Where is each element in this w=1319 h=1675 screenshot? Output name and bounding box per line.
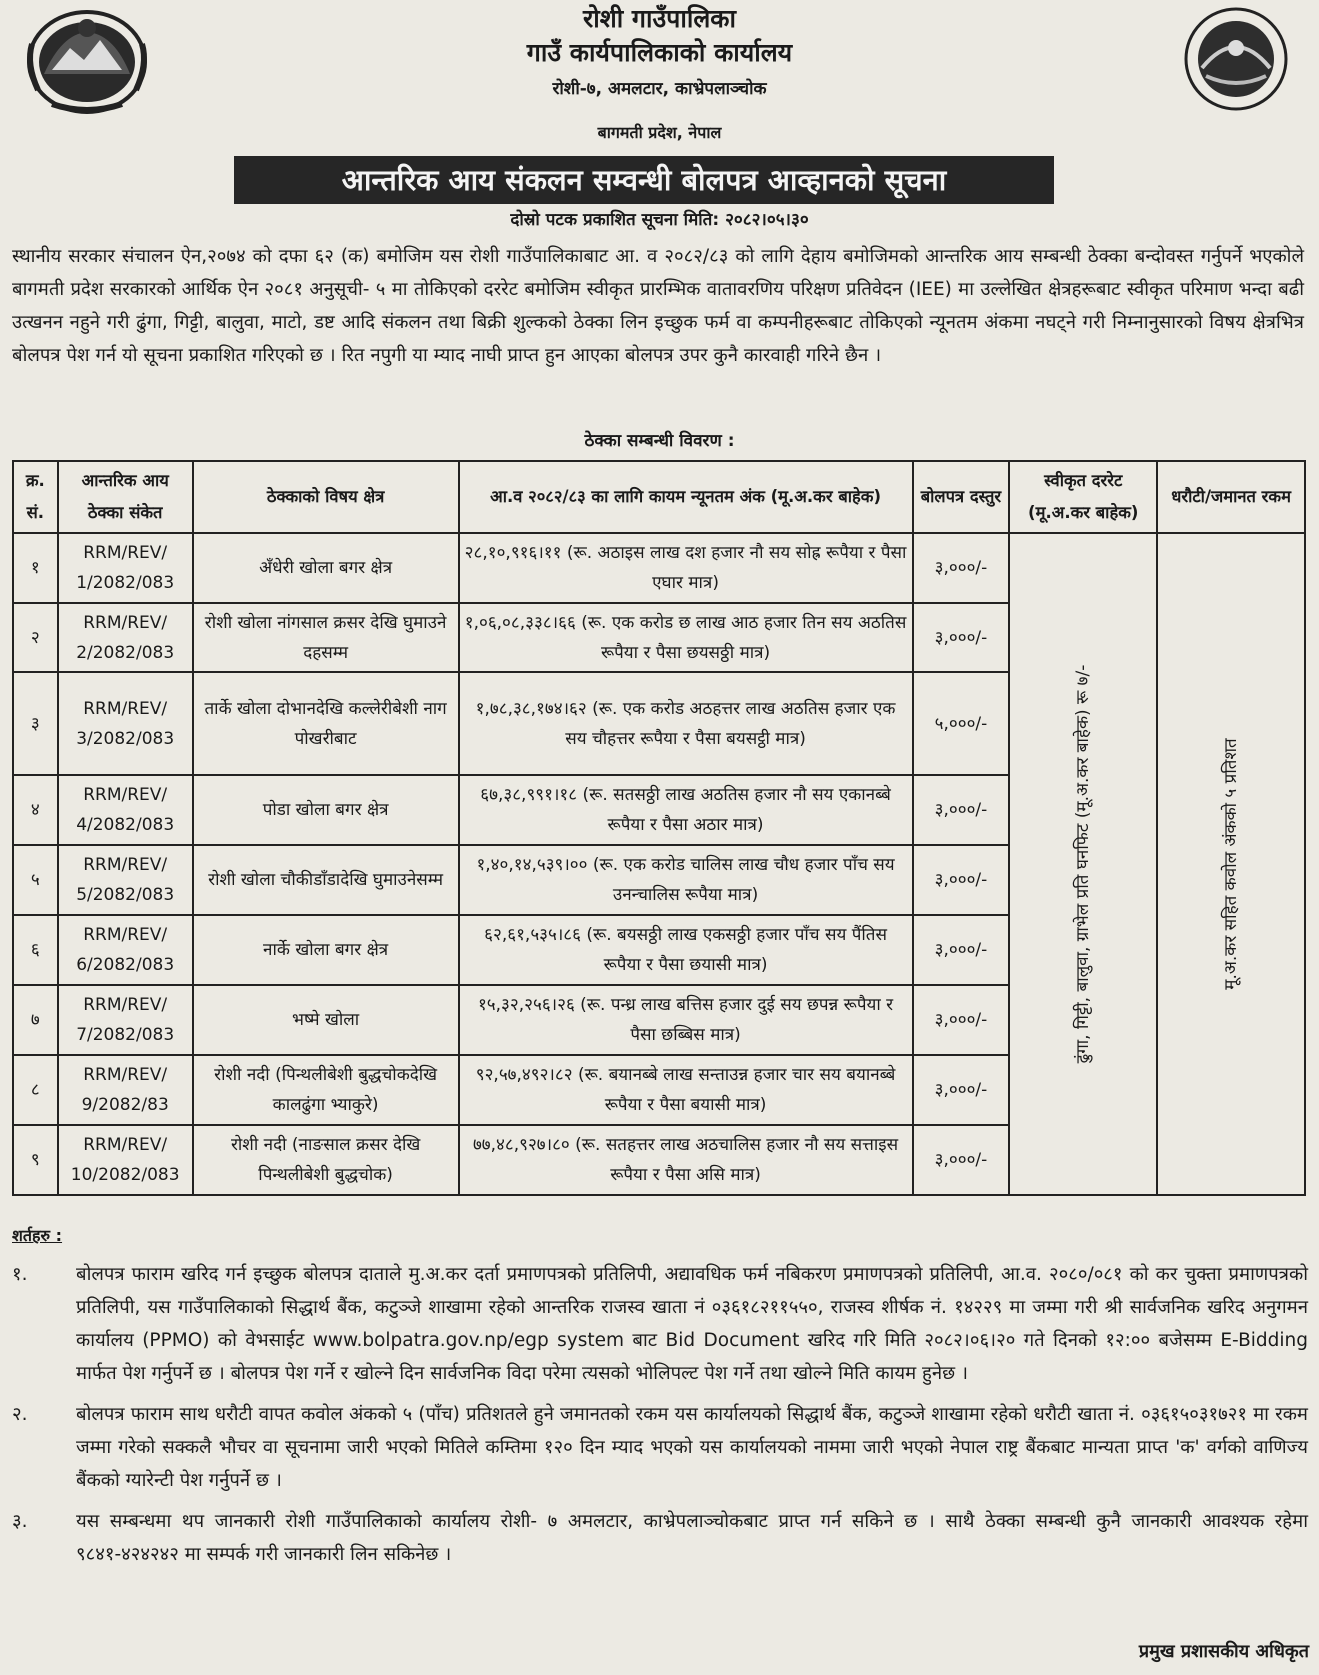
condition-text: बोलपत्र फाराम खरिद गर्न इच्छुक बोलपत्र दाताले मु.अ.कर दर्ता प्रमाणपत्रको प्रतिलिपी, अद्यावधिक फर्म नबिकरण प्रमाणपत्रको प्रतिलिपी, आ.व. २०८०/०८१ को कर चुक्ता प्रमाणपत्रको प्रतिलिपी, यस गाउँपालिकाको सिद्धार्थ बैंक, कटुञ्जे शाखामा रहेको आन्तरिक राजस्व खाता नं ०३६१८२११५५०, राजस्व शीर्षक नं. १४२२९ मा जम्मा गरी श्री सार्वजनिक खरिद अनुगमन कार्यालय (PPMO) को वेभसाईट www.bolpatra.gov.np/egp system बाट Bid Document खरिद गरि मिति २०८२।०६।२० गते दिनको १२:०० बजेसम्म E-Bidding मार्फत पेश गर्नुपर्ने छ । बोलपत्र पेश गर्ने र खोल्ने दिन सार्वजनिक विदा परेमा त्यसको भोलिपल्ट पेश गर्ने तथा खोल्ने मिति कायम हुनेछ । [76,1264,1308,1384]
header-rate: स्वीकृत दररेट (मू.अ.कर बाहेक) [1009,461,1157,533]
row-fee: ३,०००/- [913,533,1010,603]
row-sn: ८ [13,1055,58,1125]
row-sn: २ [13,603,58,672]
header-sn: क्र. सं. [13,461,58,533]
row-area: भष्मे खोला [193,985,459,1055]
rate-cell [1009,533,1157,1195]
row-area: नार्के खोला बगर क्षेत्र [193,915,459,985]
row-code: RRM/REV/ 6/2082/083 [58,915,193,985]
signature: प्रमुख प्रशासकीय अधिकृत [1138,1641,1309,1662]
row-fee: ५,०००/- [913,672,1010,775]
row-code: RRM/REV/ 3/2082/083 [58,672,193,775]
row-sn: १ [13,533,58,603]
row-sn: ३ [13,672,58,775]
row-fee: ३,०००/- [913,1125,1010,1195]
office-subtitle: गाउँ कार्यपालिकाको कार्यालय [526,38,793,67]
row-fee: ३,०००/- [913,915,1010,985]
row-code: RRM/REV/ 2/2082/083 [58,603,193,672]
condition-number: १. [12,1264,28,1285]
row-fee: ३,०००/- [913,845,1010,915]
row-area: रोशी नदी (पिन्थलीबेशी बुद्धचोकदेखि कालढुंगा भ्याकुरे) [193,1055,459,1125]
row-sn: ६ [13,915,58,985]
table-caption: ठेक्का सम्बन्धी विवरण : [584,431,735,451]
row-code: RRM/REV/ 5/2082/083 [58,845,193,915]
row-area: तार्के खोला दोभानदेखि कल्लेरीबेशी नाग पोखरीबाट [193,672,459,775]
condition-item [12,1505,1308,1571]
notice-title: आन्तरिक आय संकलन सम्वन्धी बोलपत्र आव्हानको सूचना [234,156,1054,204]
table-row [13,533,1305,603]
header-deposit: धरौटी/जमानत रकम [1157,461,1305,533]
row-sn: ७ [13,985,58,1055]
office-name: रोशी गाउँपालिका [583,4,736,33]
row-area: पोडा खोला बगर क्षेत्र [193,775,459,845]
row-code: RRM/REV/ 10/2082/083 [58,1125,193,1195]
header-code: आन्तरिक आय ठेक्का संकेत [58,461,193,533]
condition-item [12,1398,1308,1497]
row-amount: १,४०,१४,५३९।०० (रू. एक करोड चालिस लाख चौध हजार पाँच सय उनन्चालिस रूपैया मात्र) [459,845,913,915]
conditions-title: शर्तहरु : [12,1226,63,1245]
deposit-text: मू.अ.कर सहित कवोल अंकको ५ प्रतिशत [1221,738,1242,990]
row-amount: ७७,४८,९२७।८० (रू. सतहत्तर लाख अठचालिस हजार नौ सय सत्ताइस रूपैया र पैसा असि मात्र) [459,1125,913,1195]
row-area: रोशी नदी (नाङसाल क्रसर देखि पिन्थलीबेशी बुद्धचोक) [193,1125,459,1195]
row-amount: १,७८,३८,१७४।६२ (रू. एक करोड अठहत्तर लाख अठतिस हजार एक सय चौहत्तर रूपैया र पैसा बयसट्ठी मात्र) [459,672,913,775]
row-amount: ६२,६१,५३५।८६ (रू. बयसठ्ठी लाख एकसठ्ठी हजार पाँच सय पैंतिस रूपैया र पैसा छयासी मात्र) [459,915,913,985]
deposit-cell [1157,533,1305,1195]
row-fee: ३,०००/- [913,603,1010,672]
row-area: रोशी खोला नांगसाल क्रसर देखि घुमाउने दहसम्म [193,603,459,672]
row-area: अँधेरी खोला बगर क्षेत्र [193,533,459,603]
row-amount: १५,३२,२५६।२६ (रू. पन्ध्र लाख बत्तिस हजार दुई सय छपन्न रूपैया र पैसा छब्बिस मात्र) [459,985,913,1055]
row-amount: ६७,३८,९९१।१८ (रू. सतसठ्ठी लाख अठतिस हजार नौ सय एकानब्बे रूपैया र पैसा अठार मात्र) [459,775,913,845]
conditions-list [12,1258,1308,1579]
row-amount: २८,१०,९१६।११ (रू. अठाइस लाख दश हजार नौ सय सोह्र रूपैया र पैसा एघार मात्र) [459,533,913,603]
condition-text: यस सम्बन्धमा थप जानकारी रोशी गाउँपालिकाको कार्यालय रोशी- ७ अमलटार, काभ्रेपलाञ्चोकबाट प्राप्त गर्न सकिने छ । साथै ठेक्का सम्बन्धी कुनै जानकारी आवश्यक रहेमा ९८४१-४२४२४२ मा सम्पर्क गरी जानकारी लिन सकिनेछ । [76,1511,1308,1565]
rate-text: ढुंगा, गिट्टी, बालुवा, ग्राभेल प्रति घनफिट (मू.अ.कर बाहेक) रू ७/- [1073,664,1094,1064]
row-amount: १,०६,०८,३३८।६६ (रू. एक करोड छ लाख आठ हजार तिन सय अठतिस रूपैया र पैसा छयसठ्ठी मात्र) [459,603,913,672]
table-header-row [13,461,1305,533]
row-amount: ९२,५७,४९२।८२ (रू. बयानब्बे लाख सन्ताउन्न हजार चार सय बयानब्बे रूपैया र पैसा बयासी मात्र) [459,1055,913,1125]
row-fee: ३,०००/- [913,775,1010,845]
intro-paragraph: स्थानीय सरकार संचालन ऐन,२०७४ को दफा ६२ (क) बमोजिम यस रोशी गाउँपालिकाबाट आ. व २०८२/८३ को लागि देहाय बमोजिमको आन्तरिक आय सम्बन्धी ठेक्का बन्दोवस्त गर्नुपर्ने भएकोले बागमती प्रदेश सरकारको आर्थिक ऐन २०८१ अनुसूची- ५ मा तोकिएको दररेट बमोजिम स्वीकृत प्रारम्भिक वातावरणिय परिक्षण प्रतिवेदन (IEE) मा उल्लेखित क्षेत्रहरूबाट स्वीकृत परिमाण भन्दा बढी उत्खनन नहुने गरी ढुंगा, गिट्टी, बालुवा, माटो, डष्ट आदि संकलन तथा बिक्री शुल्कको ठेक्का लिन इच्छुक फर्म वा कम्पनीहरूबाट तोकिएको न्यूनतम अंकमा नघट्ने गरी निम्नानुसारको विषय क्षेत्रभित्र बोलपत्र पेश गर्न यो सूचना प्रकाशित गरिएको छ । रित नपुगी या म्याद नाघी प्राप्त हुन आएका बोलपत्र उपर कुनै कारवाही गरिने छैन । [12,246,1304,366]
office-address: रोशी-७, अमलटार, काभ्रेपलाञ्चोक [552,79,767,99]
condition-item [12,1258,1308,1390]
office-province: बागमती प्रदेश, नेपाल [597,123,722,142]
row-code: RRM/REV/ 4/2082/083 [58,775,193,845]
row-fee: ३,०००/- [913,1055,1010,1125]
row-code: RRM/REV/ 9/2082/83 [58,1055,193,1125]
row-sn: ४ [13,775,58,845]
condition-number: ३. [12,1511,28,1532]
row-sn: ९ [13,1125,58,1195]
contract-table [12,460,1306,1196]
row-code: RRM/REV/ 1/2082/083 [58,533,193,603]
row-fee: ३,०००/- [913,985,1010,1055]
header-area: ठेक्काको विषय क्षेत्र [193,461,459,533]
condition-number: २. [12,1404,28,1425]
condition-text: बोलपत्र फाराम साथ धरौटी वापत कवोल अंकको ५ (पाँच) प्रतिशतले हुने जमानतको रकम यस कार्यालयको सिद्धार्थ बैंक, कटुञ्जे शाखामा रहेको धरौटी खाता नं. ०३६१५०३१७२१ मा रकम जम्मा गरेको सक्कलै भौचर वा सूचनामा जारी भएको मितिले कम्तिमा १२० दिन म्याद भएको यस कार्यालयको नाममा जारी भएको नेपाल राष्ट्र बैंकबाट मान्यता प्राप्त 'क' वर्गको वाणिज्य बैंकको ग्यारेन्टी पेश गर्नुपर्ने छ । [76,1404,1308,1491]
header [0,0,1319,150]
publish-date: दोस्रो पटक प्रकाशित सूचना मिति: २०८२।०५।३० [510,210,809,230]
row-code: RRM/REV/ 7/2082/083 [58,985,193,1055]
row-area: रोशी खोला चौकीडाँडादेखि घुमाउनेसम्म [193,845,459,915]
row-sn: ५ [13,845,58,915]
header-fee: बोलपत्र दस्तुर [913,461,1010,533]
header-amount: आ.व २०८२/८३ का लागि कायम न्यूनतम अंक (मू.अ.कर बाहेक) [459,461,913,533]
